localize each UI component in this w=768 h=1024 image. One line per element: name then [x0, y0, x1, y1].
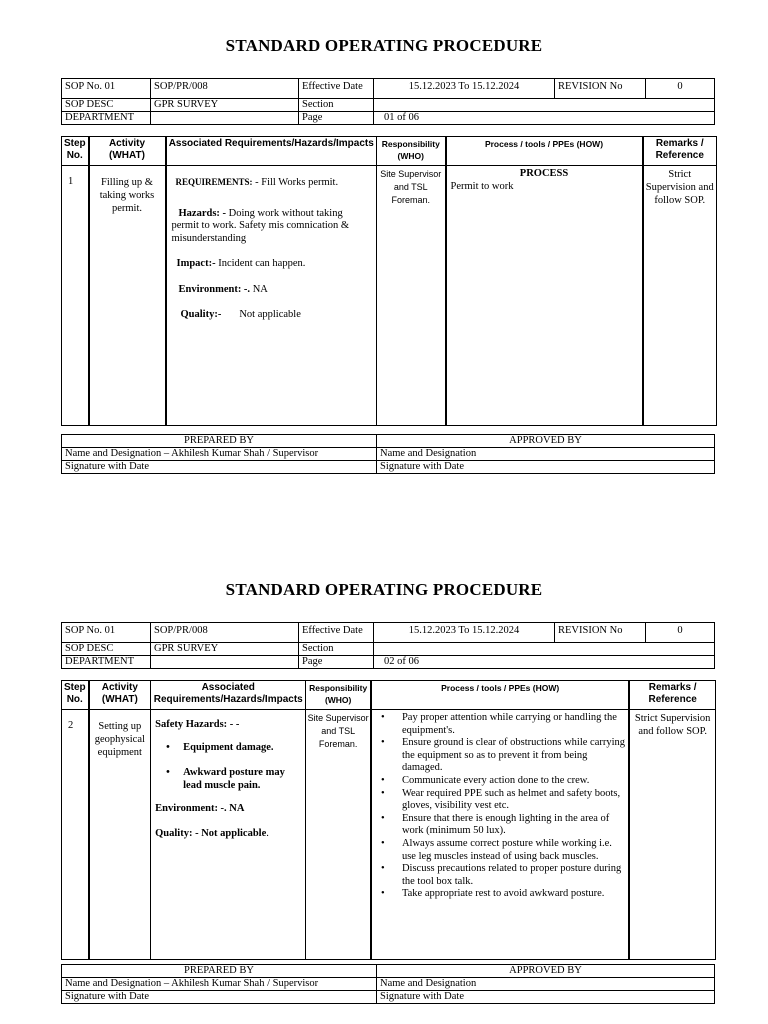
- process-item: • Wear required PPE such as helmet and safety boots, gloves, visibility vest etc.: [372, 788, 626, 813]
- process-item: • Ensure that there is enough lighting in the area of work (minimum 50 lux).: [372, 813, 626, 838]
- effective-date-label: Effective Date: [299, 623, 374, 643]
- page-label: Page: [299, 656, 374, 669]
- hazard-list: [155, 741, 302, 792]
- col-remarks: Remarks / Reference: [643, 137, 717, 166]
- revision-label: REVISION No: [555, 623, 646, 643]
- requirements-value: - Fill Works permit.: [252, 177, 339, 188]
- sop-code: SOP/PR/008: [151, 79, 299, 99]
- process-cell: [371, 710, 629, 960]
- impact-value: Incident can happen.: [215, 258, 306, 269]
- revision-label: REVISION No: [555, 79, 646, 99]
- process-list: [372, 712, 626, 901]
- department-label: DEPARTMENT: [62, 112, 151, 125]
- process-text: Permit to work: [450, 181, 514, 192]
- revision-value: 0: [646, 79, 715, 99]
- col-process: Process / tools / PPEs (HOW): [446, 137, 643, 166]
- prepared-by-heading: PREPARED BY: [62, 965, 377, 978]
- sop-desc-label: SOP DESC: [62, 99, 151, 112]
- safety-hazards-label: Safety Hazards: - -: [155, 719, 240, 730]
- hazards-label: Hazards: -: [178, 207, 227, 219]
- page-number: 01 of 06: [374, 112, 715, 125]
- environment-text: Environment: -. NA: [155, 803, 245, 814]
- process-cell: [446, 166, 643, 426]
- department-value: [151, 112, 299, 125]
- sop-no-label: SOP No. 01: [62, 623, 151, 643]
- col-step: Step No.: [62, 137, 89, 166]
- col-responsibility: Responsibility (WHO): [306, 681, 371, 710]
- process-item: • Discuss precautions related to proper posture during the tool box talk.: [372, 863, 626, 888]
- procedure-table: [61, 136, 717, 426]
- approved-name: Name and Designation: [377, 978, 715, 991]
- effective-date-label: Effective Date: [299, 79, 374, 99]
- remarks-text: Strict Supervision and follow SOP.: [643, 166, 717, 426]
- environment-label: Environment: -.: [178, 283, 251, 295]
- sop-desc-label: SOP DESC: [62, 643, 151, 656]
- process-item: • Take appropriate rest to avoid awkward posture.: [372, 888, 626, 901]
- impact-label: Impact:-: [176, 258, 216, 269]
- requirements-cell: [166, 166, 377, 426]
- section-value: [374, 643, 715, 656]
- prepared-name: Name and Designation – Akhilesh Kumar Shah / Supervisor: [62, 978, 377, 991]
- section-value: [374, 99, 715, 112]
- sop-header-table: [61, 78, 715, 125]
- hazard-item: • Awkward posture may lead muscle pain.: [155, 766, 302, 792]
- step-number: 2: [62, 710, 89, 960]
- page-title: STANDARD OPERATING PROCEDURE: [225, 580, 543, 599]
- quality-line: [155, 827, 302, 840]
- approved-by-heading: APPROVED BY: [377, 965, 715, 978]
- department-value: [151, 656, 299, 669]
- approved-signature: Signature with Date: [377, 461, 715, 474]
- col-activity: Activity (WHAT): [89, 681, 151, 710]
- department-label: DEPARTMENT: [62, 656, 151, 669]
- sop-desc-value: GPR SURVEY: [151, 99, 299, 112]
- col-requirements: Associated Requirements/Hazards/Impacts: [166, 137, 377, 166]
- environment-value: NA: [250, 283, 268, 295]
- sop-desc-value: GPR SURVEY: [151, 643, 299, 656]
- signature-table: [61, 434, 715, 474]
- effective-date-value: 15.12.2023 To 15.12.2024: [374, 79, 555, 99]
- approved-by-heading: APPROVED BY: [377, 435, 715, 448]
- activity-text: Filling up & taking works permit.: [89, 166, 166, 426]
- revision-value: 0: [646, 623, 715, 643]
- hazard-item: • Equipment damage.: [155, 741, 302, 754]
- section-label: Section: [299, 643, 374, 656]
- prepared-name: Name and Designation – Akhilesh Kumar Shah / Supervisor: [62, 448, 377, 461]
- process-item: • Communicate every action done to the crew.: [372, 775, 626, 788]
- sop-code: SOP/PR/008: [151, 623, 299, 643]
- sop-header-table: [61, 622, 715, 669]
- col-process: Process / tools / PPEs (HOW): [371, 681, 629, 710]
- page-label: Page: [299, 112, 374, 125]
- sop-no-label: SOP No. 01: [62, 79, 151, 99]
- quality-suffix: .: [266, 828, 269, 839]
- approved-signature: Signature with Date: [377, 991, 715, 1004]
- process-heading: PROCESS: [519, 168, 569, 179]
- step-number: 1: [62, 166, 89, 426]
- col-step: Step No.: [62, 681, 89, 710]
- process-item: • Always assume correct posture while working i.e. use leg muscles instead of using back muscles.: [372, 838, 626, 863]
- activity-text: Setting up geophysical equipment: [89, 710, 151, 960]
- hazards-value: Doing work without taking permit to work. Safety mis comnication & misunderstanding: [171, 207, 350, 244]
- prepared-by-heading: PREPARED BY: [62, 435, 377, 448]
- remarks-text: Strict Supervision and follow SOP.: [629, 710, 715, 960]
- process-item: • Ensure ground is clear of obstructions while carrying the equipment so as to prevent it from being damaged.: [372, 737, 626, 775]
- page-title: STANDARD OPERATING PROCEDURE: [225, 36, 543, 55]
- approved-name: Name and Designation: [377, 448, 715, 461]
- requirements-cell: [151, 710, 306, 960]
- page-number: 02 of 06: [374, 656, 715, 669]
- prepared-signature: Signature with Date: [62, 461, 377, 474]
- process-item: • Pay proper attention while carrying or handling the equipment's.: [372, 712, 626, 737]
- col-remarks: Remarks / Reference: [629, 681, 715, 710]
- responsibility-text: Site Supervisor and TSL Foreman.: [306, 710, 371, 960]
- col-activity: Activity (WHAT): [89, 137, 166, 166]
- effective-date-value: 15.12.2023 To 15.12.2024: [374, 623, 555, 643]
- signature-table: [61, 964, 715, 1004]
- prepared-signature: Signature with Date: [62, 991, 377, 1004]
- requirements-label: REQUIREMENTS:: [175, 177, 253, 187]
- quality-value: Not applicable: [239, 309, 301, 320]
- col-requirements: Associated Requirements/Hazards/Impacts: [151, 681, 306, 710]
- responsibility-text: Site Supervisor and TSL Foreman.: [377, 166, 446, 426]
- col-responsibility: Responsibility (WHO): [377, 137, 446, 166]
- quality-text: Quality: - Not applicable: [155, 828, 267, 839]
- section-label: Section: [299, 99, 374, 112]
- quality-label: Quality:-: [180, 309, 222, 320]
- procedure-table: [61, 680, 716, 960]
